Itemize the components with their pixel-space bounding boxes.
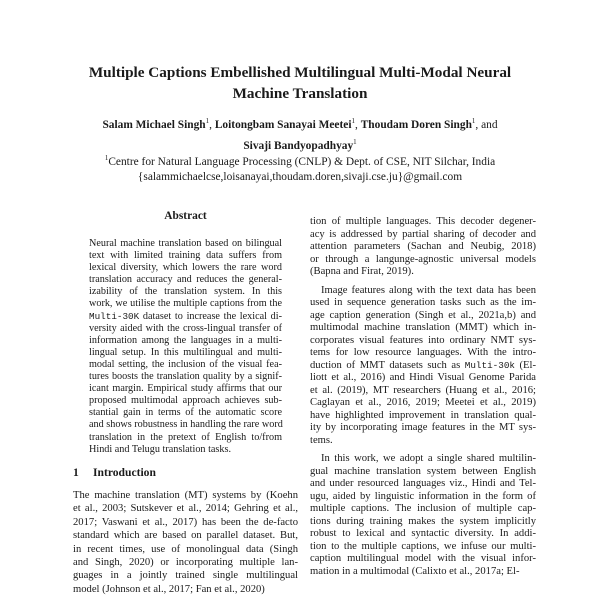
- text-line: liott et al., 2016) and Hindi Visual Genome Parida: [310, 372, 536, 383]
- text-line: tems for low resource languages. With the intro-: [310, 347, 536, 358]
- affiliation-mark: 1: [104, 154, 109, 162]
- affiliation-mark: 1: [471, 117, 476, 125]
- text-line: 2017; Vaswani et al., 2017) has been the de-facto: [73, 516, 298, 528]
- text-line: ugu, aided by linguistic information in the form of: [310, 490, 536, 502]
- text-line: mation in a multimodal (Calixto et al., 2017a; El-: [310, 565, 520, 577]
- dataset-name: Multi-30K: [89, 310, 140, 322]
- introduction-body: [73, 489, 298, 596]
- text-line: tion of multiple languages. This decoder degener-: [310, 216, 536, 227]
- affiliation-text: Centre for Natural Language Processing (CNLP) & Dept. of CSE, NIT Silchar, India: [108, 155, 496, 168]
- text-line: lexical diversity, which lowers the rare word: [89, 262, 282, 274]
- affiliation-mark: 1: [353, 137, 357, 146]
- text-line: versity aided with the cross-lingual transfer of: [89, 322, 282, 334]
- section-heading-introduction: [73, 466, 156, 480]
- text-line: et al., 2003; Sutskever et al., 2014; Gehring et al.,: [73, 503, 298, 515]
- text-line: Hindi and Telugu translation tasks.: [89, 443, 231, 455]
- author-emails: {salammichaelcse,loisanayai,thoudam.doren,sivaji.cse.ju}@gmail.com: [137, 170, 463, 183]
- text-line: duction of MMT datasets such as Multi-30k (El-: [310, 359, 536, 371]
- section-number: 1: [73, 466, 79, 479]
- affiliation: [60, 151, 540, 185]
- text-line: tems.: [310, 434, 333, 446]
- text-line: multiple captions. The inclusion of multiple cap-: [310, 503, 536, 514]
- text-line: translation accuracy and reduces the general-: [89, 274, 282, 286]
- text-line: and under resourced languages viz., Hindi and Tel-: [310, 478, 536, 489]
- text-line: translation in the pretext of English to/from: [89, 431, 282, 443]
- section-title: Introduction: [93, 466, 156, 479]
- text-line: have highlighted improvement in translation qual-: [310, 409, 536, 421]
- text-line: gual machine translation system between English: [310, 465, 536, 477]
- text-line: and Singh, 2020) or incorporating multiple lan-: [73, 556, 298, 568]
- text-line: in recent times, use of monolingual data (Singh: [73, 543, 298, 555]
- text-line: izability of the translation system. In this: [89, 286, 282, 298]
- author-list: [60, 113, 540, 155]
- text-line: attention parameters (Sachan and Neubig, 2018): [310, 241, 536, 252]
- title-line: Machine Translation: [232, 85, 368, 102]
- text-line: icant margin. Empirical study affirms that our: [89, 383, 282, 395]
- author-name: Salam Michael Singh: [102, 118, 206, 131]
- text-line: multimodal machine translation (MMT) which in-: [310, 322, 536, 333]
- text-line: robust to lexical and syntactic diversity. In addi-: [310, 528, 536, 539]
- author-separator: ,: [209, 118, 215, 131]
- text-line: et al. (2019), MT researchers (Huang et al., 2016;: [310, 384, 536, 396]
- text-line: or through a langunge-agnostic universal models: [310, 253, 536, 265]
- author-separator: ,: [355, 118, 361, 131]
- text-line: ity by incorporating image features in the MT sys-: [310, 422, 536, 433]
- text-line: age caption generation (Singh et al., 2021a,b) and: [310, 309, 536, 321]
- text-line: Caglayan et al., 2016, 2019; Meetei et al., 2019): [310, 397, 536, 408]
- text-line: Neural machine translation based on bilingual: [89, 238, 282, 249]
- text-line: proposed multimodal approach achieves sub-: [89, 395, 282, 407]
- text-line: caption multilingual model with the visual infor-: [310, 553, 536, 564]
- text-line: tions during training makes the system implicitly: [310, 515, 536, 527]
- text-line: lingual setup. In this multilingual and multi-: [89, 346, 282, 358]
- text-line: model (Johnson et al., 2017; Fan et al., 2020): [73, 583, 265, 595]
- text-line: stantial gain in terms of the automatic score: [89, 407, 282, 419]
- text-line: corporates visual features into ordinary NMT sys-: [310, 334, 536, 346]
- author-separator: , and: [475, 118, 498, 131]
- right-column-body: [310, 216, 536, 578]
- text-line: Image features along with the text data has been: [321, 284, 536, 296]
- affiliation-mark: 1: [205, 117, 210, 125]
- text-line: used in sequence generation tasks such as the im-: [310, 297, 536, 308]
- paper-title: [60, 62, 540, 104]
- text-line: Multi-30K dataset to increase the lexical di-: [89, 310, 282, 322]
- author-name: Loitongbam Sanayai Meetei: [214, 118, 352, 131]
- text-line: work, we utilise the multiple captions from the: [89, 298, 282, 310]
- title-line: Multiple Captions Embellished Multilingual Multi-Modal Neural: [88, 64, 512, 81]
- author-name: Thoudam Doren Singh: [360, 118, 472, 131]
- dataset-name: Multi-30k: [464, 359, 515, 371]
- text-line: standard which are based on parallel dataset. But,: [73, 530, 298, 542]
- text-line: (Bapna and Firat, 2019).: [310, 266, 414, 277]
- text-line: modal setting, the inclusion of the visual fea-: [89, 358, 282, 370]
- text-line: guages in a jointly trained single multilingual: [73, 570, 298, 582]
- text-line: text with limited training data suffers from: [89, 250, 282, 262]
- affiliation-mark: 1: [351, 117, 355, 125]
- text-line: acy is addressed by partial sharing of decoder and: [310, 228, 536, 240]
- abstract-body: [89, 238, 282, 456]
- text-line: tures boosts the translation quality by a signif-: [89, 371, 282, 383]
- text-line: The machine translation (MT) systems by (Koehn: [73, 490, 298, 501]
- text-line: tion to the multiple captions, we infuse our multi-: [310, 540, 536, 552]
- author-name: Sivaji Bandyopadhyay: [243, 139, 354, 152]
- text-line: and shows robustness in handling the rare word: [89, 419, 283, 431]
- text-line: In this work, we adopt a single shared multilin-: [321, 453, 536, 464]
- abstract-heading: Abstract: [164, 210, 207, 222]
- text-line: information among the languages in a multi-: [89, 334, 282, 346]
